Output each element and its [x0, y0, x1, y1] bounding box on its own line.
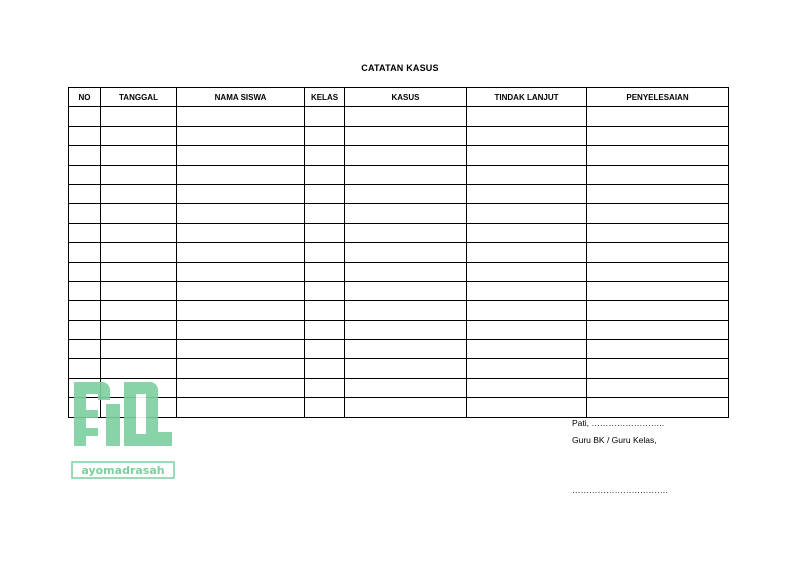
table-cell	[345, 243, 467, 262]
table-cell	[69, 340, 101, 359]
table-cell	[467, 107, 587, 126]
table-cell	[305, 204, 345, 223]
table-cell	[177, 184, 305, 203]
table-cell	[177, 107, 305, 126]
table-cell	[305, 398, 345, 417]
table-cell	[101, 204, 177, 223]
table-cell	[177, 398, 305, 417]
table-cell	[177, 262, 305, 281]
table-row	[69, 184, 729, 203]
table-cell	[345, 184, 467, 203]
table-cell	[305, 184, 345, 203]
table-cell	[69, 223, 101, 242]
table-cell	[177, 223, 305, 242]
table-cell	[305, 281, 345, 300]
table-cell	[467, 301, 587, 320]
table-cell	[177, 320, 305, 339]
table-cell	[69, 262, 101, 281]
table-cell	[305, 223, 345, 242]
table-cell	[467, 184, 587, 203]
table-cell	[467, 165, 587, 184]
table-cell	[101, 301, 177, 320]
table-cell	[467, 126, 587, 145]
table-cell	[101, 165, 177, 184]
table-cell	[101, 126, 177, 145]
table-cell	[101, 320, 177, 339]
table-cell	[101, 107, 177, 126]
table-cell	[101, 223, 177, 242]
table-cell	[345, 340, 467, 359]
table-cell	[587, 223, 729, 242]
table-cell	[467, 340, 587, 359]
table-cell	[305, 165, 345, 184]
table-cell	[587, 359, 729, 378]
table-cell	[177, 359, 305, 378]
table-cell	[467, 398, 587, 417]
table-cell	[101, 262, 177, 281]
table-cell	[69, 165, 101, 184]
column-header: TINDAK LANJUT	[467, 88, 587, 107]
column-header: NO	[69, 88, 101, 107]
signature-name-line: …………………………….	[572, 485, 668, 495]
table-row	[69, 146, 729, 165]
table-cell	[101, 359, 177, 378]
column-header: KASUS	[345, 88, 467, 107]
table-cell	[69, 107, 101, 126]
table-cell	[345, 398, 467, 417]
table-cell	[467, 204, 587, 223]
table-cell	[345, 281, 467, 300]
table-cell	[587, 340, 729, 359]
table-cell	[345, 359, 467, 378]
table-cell	[467, 359, 587, 378]
table-cell	[177, 204, 305, 223]
table-cell	[587, 243, 729, 262]
table-cell	[177, 281, 305, 300]
table-row	[69, 340, 729, 359]
table-row	[69, 107, 729, 126]
table-cell	[305, 320, 345, 339]
table-cell	[305, 340, 345, 359]
table-cell	[587, 107, 729, 126]
table-cell	[345, 262, 467, 281]
table-cell	[587, 320, 729, 339]
table-row	[69, 243, 729, 262]
table-row	[69, 223, 729, 242]
table-cell	[177, 146, 305, 165]
table-row	[69, 359, 729, 378]
table-header-row	[69, 88, 729, 107]
case-table	[68, 87, 729, 418]
table-cell	[305, 146, 345, 165]
table-cell	[587, 301, 729, 320]
table-cell	[101, 281, 177, 300]
table-cell	[305, 359, 345, 378]
table-cell	[345, 107, 467, 126]
table-cell	[101, 243, 177, 262]
table-row	[69, 126, 729, 145]
table-cell	[467, 320, 587, 339]
table-cell	[587, 378, 729, 397]
table-cell	[69, 281, 101, 300]
table-cell	[305, 243, 345, 262]
table-cell	[101, 340, 177, 359]
table-cell	[69, 359, 101, 378]
table-cell	[587, 281, 729, 300]
table-row	[69, 262, 729, 281]
ayomadrasah-watermark-logo	[70, 382, 176, 480]
table-cell	[345, 301, 467, 320]
table-cell	[345, 165, 467, 184]
table-cell	[587, 126, 729, 145]
svg-text:ayomadrasah: ayomadrasah	[81, 464, 165, 477]
table-cell	[305, 262, 345, 281]
table-cell	[587, 262, 729, 281]
column-header: PENYELESAIAN	[587, 88, 729, 107]
signature-place-date: Pati, ……………………..	[572, 418, 665, 428]
column-header: KELAS	[305, 88, 345, 107]
table-cell	[587, 398, 729, 417]
table-cell	[467, 223, 587, 242]
table-cell	[69, 243, 101, 262]
table-cell	[177, 243, 305, 262]
column-header: TANGGAL	[101, 88, 177, 107]
table-cell	[69, 204, 101, 223]
table-row	[69, 320, 729, 339]
table-cell	[69, 184, 101, 203]
column-header: NAMA SISWA	[177, 88, 305, 107]
table-cell	[305, 107, 345, 126]
table-cell	[345, 146, 467, 165]
table-cell	[305, 378, 345, 397]
table-cell	[587, 146, 729, 165]
table-body	[69, 107, 729, 417]
table-cell	[345, 320, 467, 339]
table-cell	[177, 378, 305, 397]
table-cell	[467, 378, 587, 397]
table-cell	[305, 126, 345, 145]
table-row	[69, 204, 729, 223]
signature-role: Guru BK / Guru Kelas,	[572, 435, 657, 445]
table-row	[69, 165, 729, 184]
table-cell	[345, 223, 467, 242]
table-cell	[345, 378, 467, 397]
page-title: CATATAN KASUS	[361, 63, 439, 73]
table-cell	[69, 126, 101, 145]
table-cell	[305, 301, 345, 320]
table-cell	[467, 281, 587, 300]
table-cell	[467, 243, 587, 262]
table-cell	[467, 262, 587, 281]
table-cell	[177, 165, 305, 184]
table-cell	[587, 165, 729, 184]
table-cell	[177, 340, 305, 359]
table-cell	[587, 204, 729, 223]
table-cell	[101, 146, 177, 165]
table-cell	[345, 126, 467, 145]
table-cell	[69, 146, 101, 165]
table-cell	[69, 301, 101, 320]
table-cell	[177, 301, 305, 320]
table-cell	[177, 126, 305, 145]
table-cell	[587, 184, 729, 203]
table-cell	[69, 320, 101, 339]
table-row	[69, 281, 729, 300]
table-cell	[345, 204, 467, 223]
table-cell	[101, 184, 177, 203]
table-cell	[467, 146, 587, 165]
table-row	[69, 301, 729, 320]
